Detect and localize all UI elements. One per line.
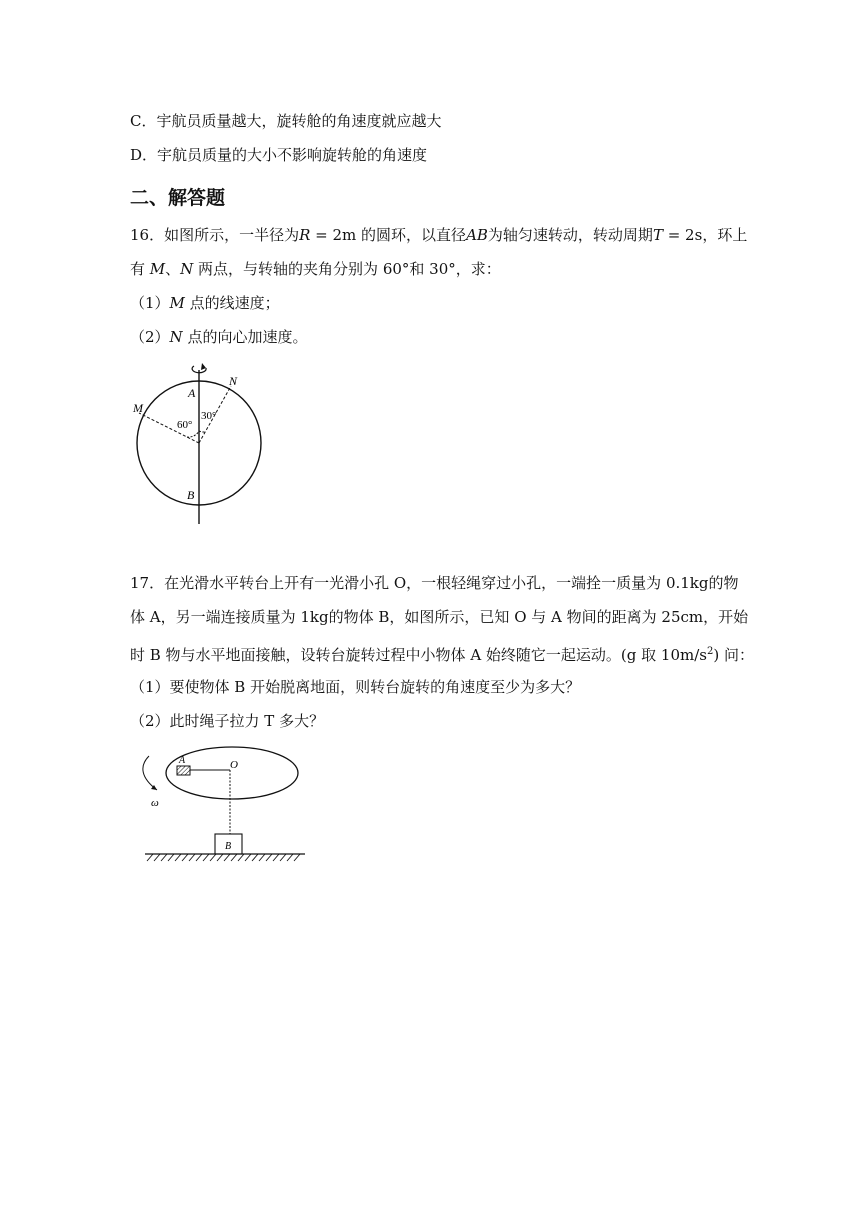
turntable-figure xyxy=(135,744,320,866)
turntable-label-omega: ω xyxy=(151,797,159,809)
section-title: 二、解答题 xyxy=(130,187,226,209)
q16-subquestion-2: （2）N 点的向心加速度。 xyxy=(130,328,308,346)
q17-subquestion-2: （2）此时绳子拉力 T 多大？ xyxy=(130,712,325,730)
q17-subquestion-1: （1）要使物体 B 开始脱离地面，则转台旋转的角速度至少为多大？ xyxy=(130,678,581,696)
q17-line-3: 时 B 物与水平地面接触，设转台旋转过程中小物体 A 始终随它一起运动。(g 取 $10m/s^2$) 问： xyxy=(130,646,754,664)
option-c: C．宇航员质量越大，旋转舱的角速度就应越大 xyxy=(130,112,442,130)
q16-line-1: 16．如图所示，一半径为R = 2m 的圆环，以直径AB为轴匀速转动，转动周期T = 2s，环上 xyxy=(130,226,748,244)
ring-label-n: N xyxy=(229,374,238,388)
q16-line-2: 有 M、N 两点，与转轴的夹角分别为 60°和 30°，求： xyxy=(130,260,501,278)
turntable-label-o: O xyxy=(230,759,238,771)
ring-label-a: A xyxy=(188,386,196,400)
q16-subquestion-1: （1）M 点的线速度； xyxy=(130,294,280,312)
ring-label-b: B xyxy=(187,488,195,502)
q17-line-1: 17．在光滑水平转台上开有一光滑小孔 O，一根轻绳穿过小孔，一端拴一质量为 0.1kg的物 xyxy=(130,574,739,592)
turntable-label-a: A xyxy=(179,755,186,766)
turntable-label-b: B xyxy=(225,841,232,852)
option-d: D．宇航员质量的大小不影响旋转舱的角速度 xyxy=(130,146,428,164)
q17-line-2: 体 A，另一端连接质量为 1kg的物体 B，如图所示，已知 O 与 A 物间的距离为 25cm，开始 xyxy=(130,608,749,626)
ring-label-m: M xyxy=(133,401,143,415)
ring-figure xyxy=(120,356,280,532)
ring-angle-30: 30° xyxy=(201,410,217,422)
ring-angle-60: 60° xyxy=(177,419,193,431)
